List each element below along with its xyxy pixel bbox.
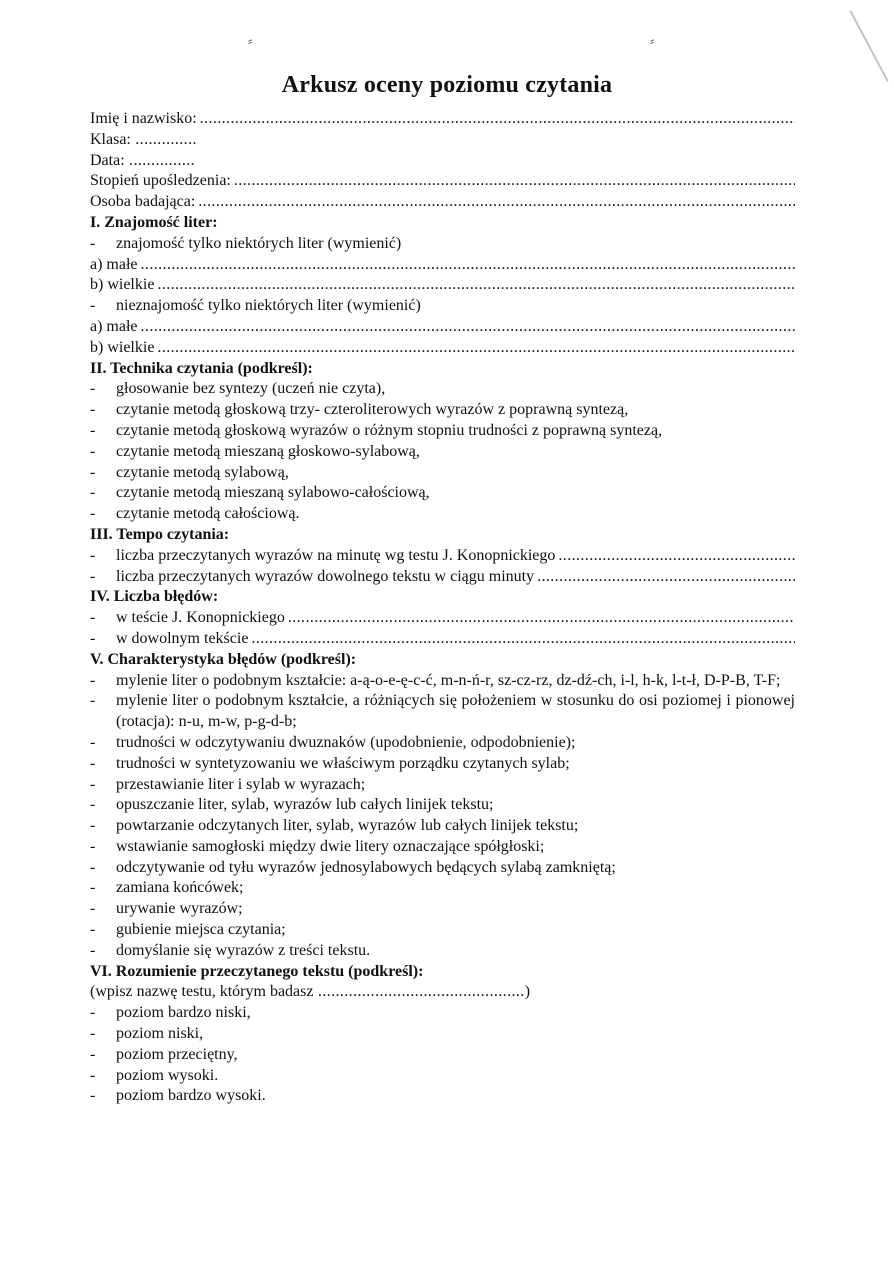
bullet: - <box>90 1087 96 1105</box>
bullet: - <box>90 421 96 439</box>
field-label: a) małe <box>90 255 138 273</box>
punch-mark-left: ⸗ <box>248 34 253 49</box>
list-item[interactable] <box>90 1024 795 1045</box>
bullet: - <box>90 567 96 585</box>
bullet: - <box>90 380 96 398</box>
list-item[interactable] <box>90 1086 795 1107</box>
item-text: urywanie wyrazów; <box>116 900 243 918</box>
section-4-heading: IV. Liczba błędów: <box>90 588 219 606</box>
field-date-label: Data: <box>90 151 125 169</box>
list-item[interactable] <box>90 691 795 733</box>
bullet: - <box>90 733 96 751</box>
punch-mark-right: ⸗ <box>650 34 655 49</box>
bullet: - <box>90 505 96 523</box>
error-types-list <box>90 671 795 962</box>
list-item[interactable] <box>90 775 795 796</box>
list-item[interactable] <box>90 878 795 899</box>
field-class-label: Klasa: <box>90 130 131 148</box>
field-small-letters-known[interactable] <box>90 255 795 276</box>
field-disability-label: Stopień upośledzenia: <box>90 172 231 190</box>
item-text: odczytywanie od tyłu wyrazów jednosylabowych będących sylabą zamkniętą; <box>116 858 616 876</box>
list-item <box>90 296 795 317</box>
bullet: - <box>90 775 96 793</box>
list-item[interactable] <box>90 858 795 879</box>
list-item[interactable] <box>90 483 795 504</box>
item-text: czytanie metodą głoskową wyrazów o różnym stopniu trudności z poprawną syntezą, <box>116 421 663 439</box>
bullet: - <box>90 442 96 460</box>
list-item[interactable] <box>90 816 795 837</box>
item-text: opuszczanie liter, sylab, wyrazów lub całych linijek tekstu; <box>116 796 494 814</box>
bullet: - <box>90 671 96 689</box>
bullet: - <box>90 1004 96 1022</box>
item-text: trudności w syntetyzowaniu we właściwym porządku czytanych sylab; <box>116 754 570 772</box>
fill-line[interactable] <box>231 171 795 192</box>
item-text: czytanie metodą całościową. <box>116 505 300 523</box>
fill-line[interactable] <box>154 275 795 296</box>
bullet: - <box>90 1045 96 1063</box>
bullet: - <box>90 692 96 710</box>
item-text: w dowolnym tekście <box>116 629 249 647</box>
item-text: znajomość tylko niektórych liter (wymienić) <box>116 234 402 252</box>
section-2-heading: II. Technika czytania (podkreśl): <box>90 359 313 377</box>
list-item[interactable] <box>90 1003 795 1024</box>
item-text: głosowanie bez syntezy (uczeń nie czyta), <box>116 380 386 398</box>
fill-line[interactable] <box>195 192 795 213</box>
fill-line[interactable] <box>197 109 795 130</box>
item-text: mylenie liter o podobnym kształcie: a-ą-o-e-ę-c-ć, m-n-ń-r, sz-cz-rz, dz-dź-ch, i-l, h-k, l-t-ł, D-P-B, T-F; <box>116 671 781 689</box>
list-item[interactable] <box>90 733 795 754</box>
field-label: a) małe <box>90 317 138 335</box>
item-text: liczba przeczytanych wyrazów na minutę wg testu J. Konopnickiego <box>116 546 556 564</box>
list-item[interactable] <box>90 400 795 421</box>
list-item[interactable] <box>90 754 795 775</box>
field-name-label: Imię i nazwisko: <box>90 110 197 127</box>
list-item <box>90 234 795 255</box>
bullet: - <box>90 609 96 627</box>
bullet: - <box>90 546 96 564</box>
bullet: - <box>90 900 96 918</box>
list-item[interactable] <box>90 671 795 692</box>
list-item[interactable] <box>90 1066 795 1087</box>
bullet: - <box>90 817 96 835</box>
fill-line[interactable] <box>555 546 795 567</box>
list-item[interactable] <box>90 795 795 816</box>
field-small-letters-unknown[interactable] <box>90 317 795 338</box>
bullet: - <box>90 1025 96 1043</box>
item-text: w teście J. Konopnickiego <box>116 609 285 627</box>
item-text: czytanie metodą mieszaną głoskowo-sylabową, <box>116 442 420 460</box>
item-text: czytanie metodą głoskową trzy- czteroliterowych wyrazów z poprawną syntezą, <box>116 401 629 419</box>
fill-line[interactable] <box>138 317 795 338</box>
fill-line[interactable] <box>285 608 795 629</box>
bullet: - <box>90 297 96 315</box>
section-1-heading: I. Znajomość liter: <box>90 213 218 231</box>
field-capital-letters-known[interactable] <box>90 275 795 296</box>
technique-list <box>90 379 795 525</box>
bullet: - <box>90 921 96 939</box>
item-text: wstawianie samogłoski między dwie litery oznaczające spółgłoski; <box>116 837 545 855</box>
field-words-per-minute-free-text[interactable] <box>90 567 795 588</box>
item-text: czytanie metodą mieszaną sylabowo-całościową, <box>116 484 430 502</box>
item-text: poziom bardzo niski, <box>116 1004 251 1022</box>
fill-line[interactable] <box>534 567 795 588</box>
section-5-heading: V. Charakterystyka błędów (podkreśl): <box>90 650 357 668</box>
item-text: nieznajomość tylko niektórych liter (wymienić) <box>116 297 421 315</box>
field-examiner[interactable] <box>90 192 795 213</box>
item-text: trudności w odczytywaniu dwuznaków (upodobnienie, odpodobnienie); <box>116 733 576 751</box>
fill-line[interactable]: .............. <box>130 130 197 148</box>
field-words-per-minute-test[interactable] <box>90 546 795 567</box>
field-examiner-label: Osoba badająca: <box>90 193 196 211</box>
list-item[interactable] <box>90 463 795 484</box>
bullet: - <box>90 463 96 481</box>
bullet: - <box>90 234 96 252</box>
fill-line[interactable] <box>248 629 795 650</box>
field-capital-letters-unknown[interactable] <box>90 338 795 359</box>
item-text: poziom niski, <box>116 1025 204 1043</box>
bullet: - <box>90 879 96 897</box>
bullet: - <box>90 754 96 772</box>
bullet: - <box>90 941 96 959</box>
form-body <box>90 109 795 1107</box>
item-text: czytanie metodą sylabową, <box>116 463 289 481</box>
field-date[interactable] <box>90 151 795 172</box>
list-item[interactable] <box>90 837 795 858</box>
item-text: powtarzanie odczytanych liter, sylab, wyrazów lub całych linijek tekstu; <box>116 817 579 835</box>
field-errors-test[interactable] <box>90 608 795 629</box>
item-text: gubienie miejsca czytania; <box>116 921 286 939</box>
bullet: - <box>90 796 96 814</box>
fill-line[interactable] <box>138 255 795 276</box>
note-close: ) <box>524 983 531 1001</box>
item-text: domyślanie się wyrazów z treści tekstu. <box>116 941 371 959</box>
item-text: mylenie liter o podobnym kształcie, a różniących się położeniem w stosunku do osi poziomej i pionowej (rotacja): n-u, m-w, p-g-d-b; <box>116 692 795 731</box>
item-text: liczba przeczytanych wyrazów dowolnego tekstu w ciągu minuty <box>116 567 535 585</box>
item-text: przestawianie liter i sylab w wyrazach; <box>116 775 366 793</box>
item-text: zamiana końcówek; <box>116 879 244 897</box>
list-item[interactable] <box>90 941 795 962</box>
list-item[interactable] <box>90 421 795 442</box>
item-text: poziom bardzo wysoki. <box>116 1087 266 1105</box>
list-item[interactable] <box>90 442 795 463</box>
fill-line[interactable] <box>154 338 795 359</box>
fill-line[interactable]: ............... <box>124 151 196 169</box>
field-name[interactable] <box>90 109 795 130</box>
list-item[interactable] <box>90 504 795 525</box>
bullet: - <box>90 1066 96 1084</box>
bullet: - <box>90 484 96 502</box>
field-disability[interactable] <box>90 171 795 192</box>
field-label: b) wielkie <box>90 276 155 294</box>
bullet: - <box>90 837 96 855</box>
field-errors-free-text[interactable] <box>90 629 795 650</box>
fill-line[interactable]: ............................................... <box>313 983 525 1001</box>
list-item[interactable] <box>90 899 795 920</box>
list-item[interactable] <box>90 379 795 400</box>
bullet: - <box>90 629 96 647</box>
field-class[interactable] <box>90 130 795 151</box>
bullet: - <box>90 858 96 876</box>
note-open: (wpisz nazwę testu, którym badasz <box>90 983 314 1001</box>
item-text: poziom przeciętny, <box>116 1045 238 1063</box>
comprehension-list <box>90 1003 795 1107</box>
page-title: Arkusz oceny poziomu czytania <box>281 72 613 98</box>
field-label: b) wielkie <box>90 338 155 356</box>
list-item[interactable] <box>90 1045 795 1066</box>
field-test-name[interactable] <box>90 982 795 1003</box>
section-3-heading: III. Tempo czytania: <box>90 525 230 543</box>
item-text: poziom wysoki. <box>116 1066 219 1084</box>
section-6-heading: VI. Rozumienie przeczytanego tekstu (podkreśl): <box>90 962 424 980</box>
list-item[interactable] <box>90 920 795 941</box>
bullet: - <box>90 401 96 419</box>
